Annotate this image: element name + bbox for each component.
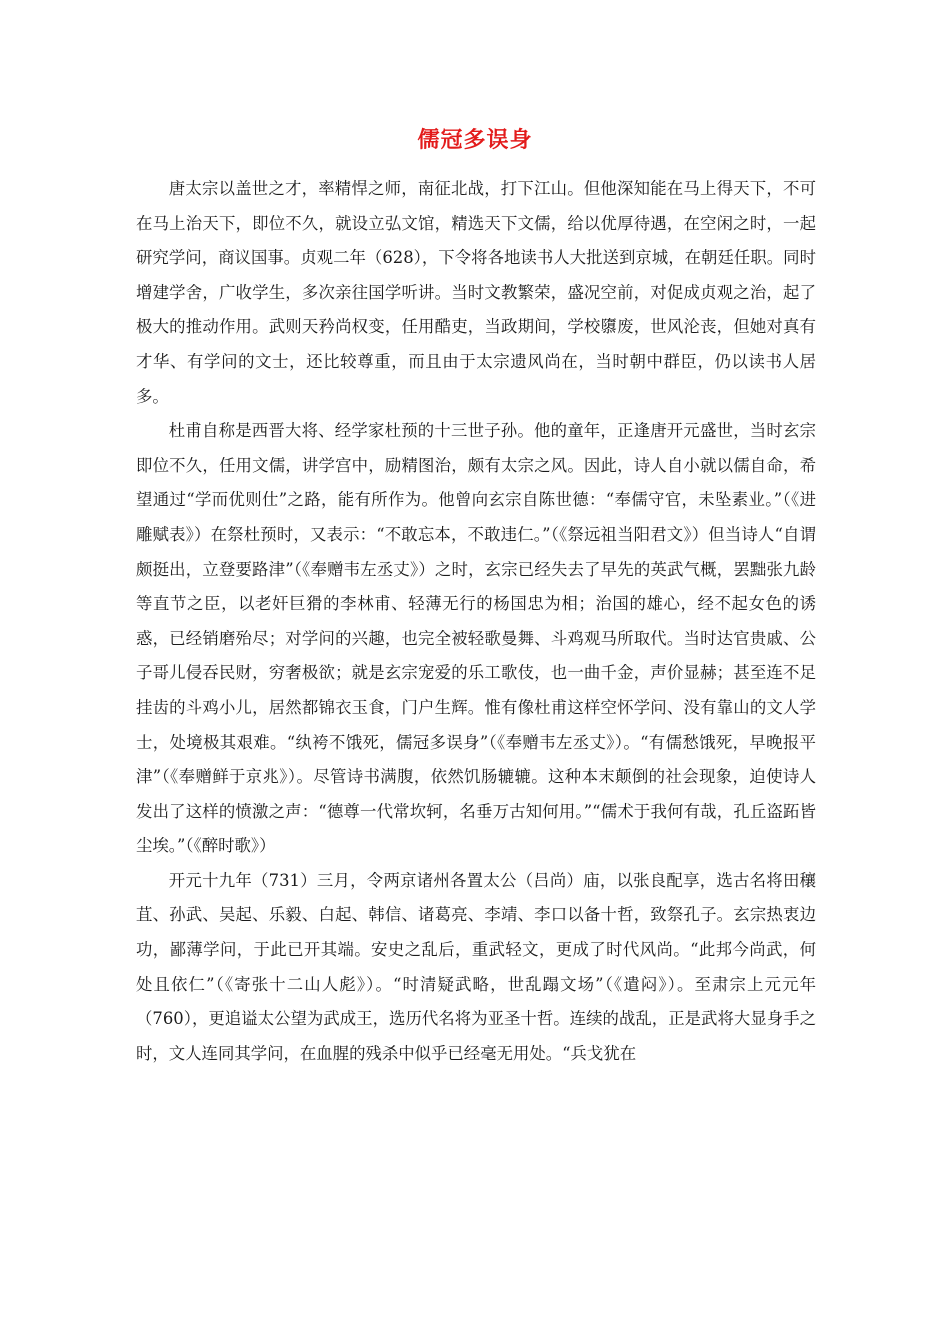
paragraph-1: 唐太宗以盖世之才，率精悍之师，南征北战，打下江山。但他深知能在马上得天下，不可在马上治天下，即位不久，就设立弘文馆，精选天下文儒，给以优厚待遇，在空闲之时，一起研究学问，商议国事。贞观二年（628），下令将各地读书人大批送到京城，在朝廷任职。同时增建学舍，广收学生，多次亲往国学听讲。当时文教繁荣，盛况空前，对促成贞观之治，起了极大的推动作用。武则天矜尚权变，任用酷吏，当政期间，学校隳废，世风沦丧，但她对真有才华、有学问的文士，还比较尊重，而且由于太宗遗风尚在，当时朝中群臣，仍以读书人居多。 xyxy=(136,179,816,406)
article-body xyxy=(136,172,816,1071)
paragraph-2: 杜甫自称是西晋大将、经学家杜预的十三世子孙。他的童年，正逢唐开元盛世，当时玄宗即位不久，任用文儒，讲学宫中，励精图治，颇有太宗之风。因此，诗人自小就以儒自命，希望通过“学而优则仕”之路，能有所作为。他曾向玄宗自陈世德：“奉儒守官，未坠素业。”（《进雕赋表》）在祭杜预时，又表示：“不敢忘本，不敢违仁。”（《祭远祖当阳君文》）但当诗人“自谓颇挺出，立登要路津”（《奉赠韦左丞丈》）之时，玄宗已经失去了早先的英武气概，罢黜张九龄等直节之臣，以老奸巨猾的李林甫、轻薄无行的杨国忠为相；治国的雄心，经不起女色的诱惑，已经销磨殆尽；对学问的兴趣，也完全被轻歌曼舞、斗鸡观马所取代。当时达官贵戚、公子哥儿侵吞民财，穷奢极欲；就是玄宗宠爱的乐工歌伎，也一曲千金，声价显赫；甚至连不足挂齿的斗鸡小儿，居然都锦衣玉食，门户生辉。惟有像杜甫这样空怀学问、没有靠山的文人学士，处境极其艰难。“纨袴不饿死，儒冠多误身”（《奉赠韦左丞丈》）。“有儒愁饿死，早晚报平津”（《奉赠鲜于京兆》）。尽管诗书满腹，依然饥肠辘辘。这种本末颠倒的社会现象，迫使诗人发出了这样的愤激之声：“德尊一代常坎轲，名垂万古知何用。”“儒术于我何有哉，孔丘盗跖皆尘埃。”（《醉时歌》） xyxy=(136,421,816,856)
paragraph-3: 开元十九年（731）三月，令两京诸州各置太公（吕尚）庙，以张良配享，选古名将田穰苴、孙武、吴起、乐毅、白起、韩信、诸葛亮、李靖、李口以备十哲，致祭孔子。玄宗热衷边功，鄙薄学问，于此已开其端。安史之乱后，重武轻文，更成了时代风尚。“此邦今尚武，何处且依仁”（《寄张十二山人彪》）。“时清疑武略，世乱蹋文场”（《遣闷》）。至肃宗上元元年（760），更追谥太公望为武成王，选历代名将为亚圣十哲。连续的战乱，正是武将大显身手之时，文人连同其学问，在血腥的残杀中似乎已经毫无用处。“兵戈犹在 xyxy=(136,870,816,1063)
article-title: 儒冠多误身 xyxy=(417,128,533,153)
